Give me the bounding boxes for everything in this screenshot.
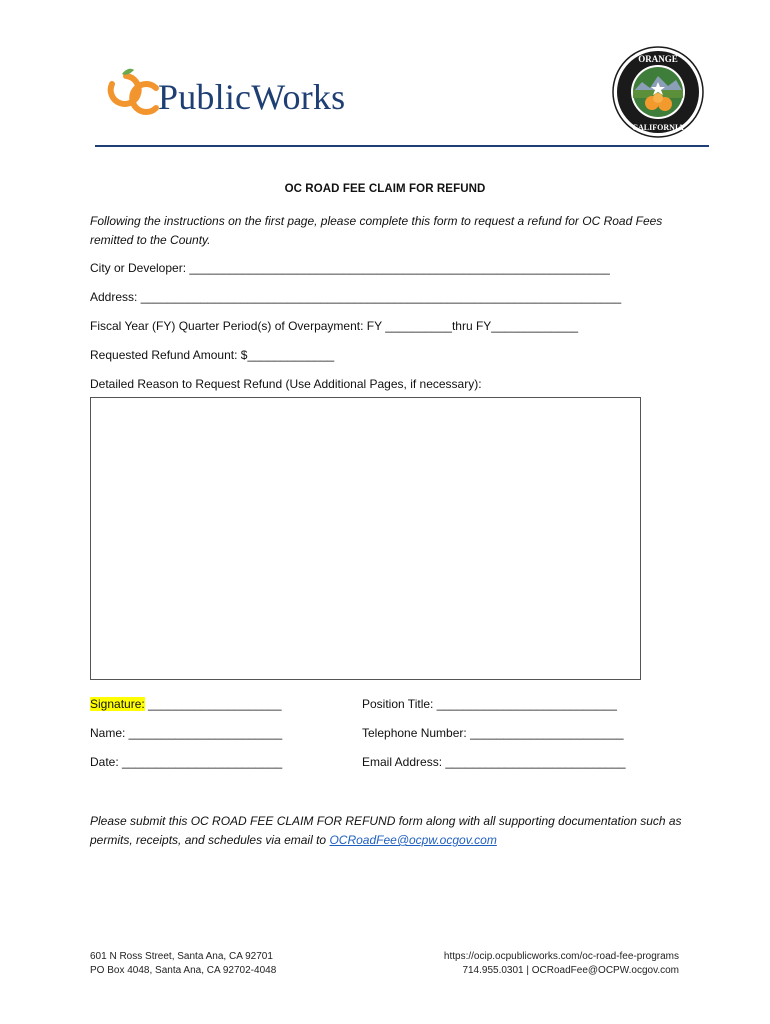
footer-address-line1: 601 N Ross Street, Santa Ana, CA 92701 — [90, 951, 273, 962]
county-seal — [612, 46, 704, 138]
form-title: OC ROAD FEE CLAIM FOR REFUND — [284, 183, 486, 195]
intro-text: Following the instructions on the first page, please complete this form to request a refund for OC Road Fees remitted to the County. — [90, 214, 663, 247]
svg-text:CALIFORNIA: CALIFORNIA — [632, 123, 684, 132]
submit-note — [90, 812, 690, 850]
telephone-field[interactable]: Telephone Number: _______________________ — [362, 726, 624, 740]
header-rule — [95, 145, 709, 147]
position-title-field[interactable]: Position Title: ___________________________ — [362, 697, 617, 711]
submit-note-text: Please submit this OC ROAD FEE CLAIM FOR REFUND form along with all supporting documentation such as permits, receipts, and schedules via email to — [90, 814, 682, 847]
ocpw-logo — [96, 66, 386, 118]
fiscal-year-field[interactable]: Fiscal Year (FY) Quarter Period(s) of Overpayment: FY __________thru FY_____________ — [90, 319, 579, 333]
footer-address — [90, 950, 276, 978]
refund-amount-field[interactable]: Requested Refund Amount: $_____________ — [90, 348, 335, 362]
name-field[interactable]: Name: _______________________ — [90, 726, 283, 740]
reason-textarea[interactable] — [90, 397, 641, 680]
email-field[interactable]: Email Address: ___________________________ — [362, 755, 626, 769]
logo-wordmark: PublicWorks — [158, 77, 346, 117]
city-developer-field[interactable]: City or Developer: _______________________________________________________________ — [90, 261, 610, 275]
footer-contact-line: 714.955.0301 | OCRoadFee@OCPW.ocgov.com — [462, 965, 679, 976]
signature-line: ____________________ — [144, 697, 282, 711]
address-field[interactable]: Address: ________________________________________________________________________ — [90, 290, 622, 304]
county-of-orange-seal-icon — [612, 46, 704, 138]
footer-url[interactable]: https://ocip.ocpublicworks.com/oc-road-fee-programs — [443, 951, 679, 962]
date-field[interactable]: Date: ________________________ — [90, 755, 283, 769]
footer-address-line2: PO Box 4048, Santa Ana, CA 92702-4048 — [90, 965, 277, 976]
signature-label: Signature: — [90, 697, 145, 711]
reason-label: Detailed Reason to Request Refund (Use Additional Pages, if necessary): — [90, 377, 482, 391]
footer-contact — [444, 950, 679, 978]
signature-field[interactable] — [90, 697, 282, 711]
submit-email-link[interactable]: OCRoadFee@ocpw.ocgov.com — [329, 833, 497, 847]
svg-text:ORANGE: ORANGE — [638, 54, 678, 64]
oc-logo-icon — [96, 66, 160, 118]
